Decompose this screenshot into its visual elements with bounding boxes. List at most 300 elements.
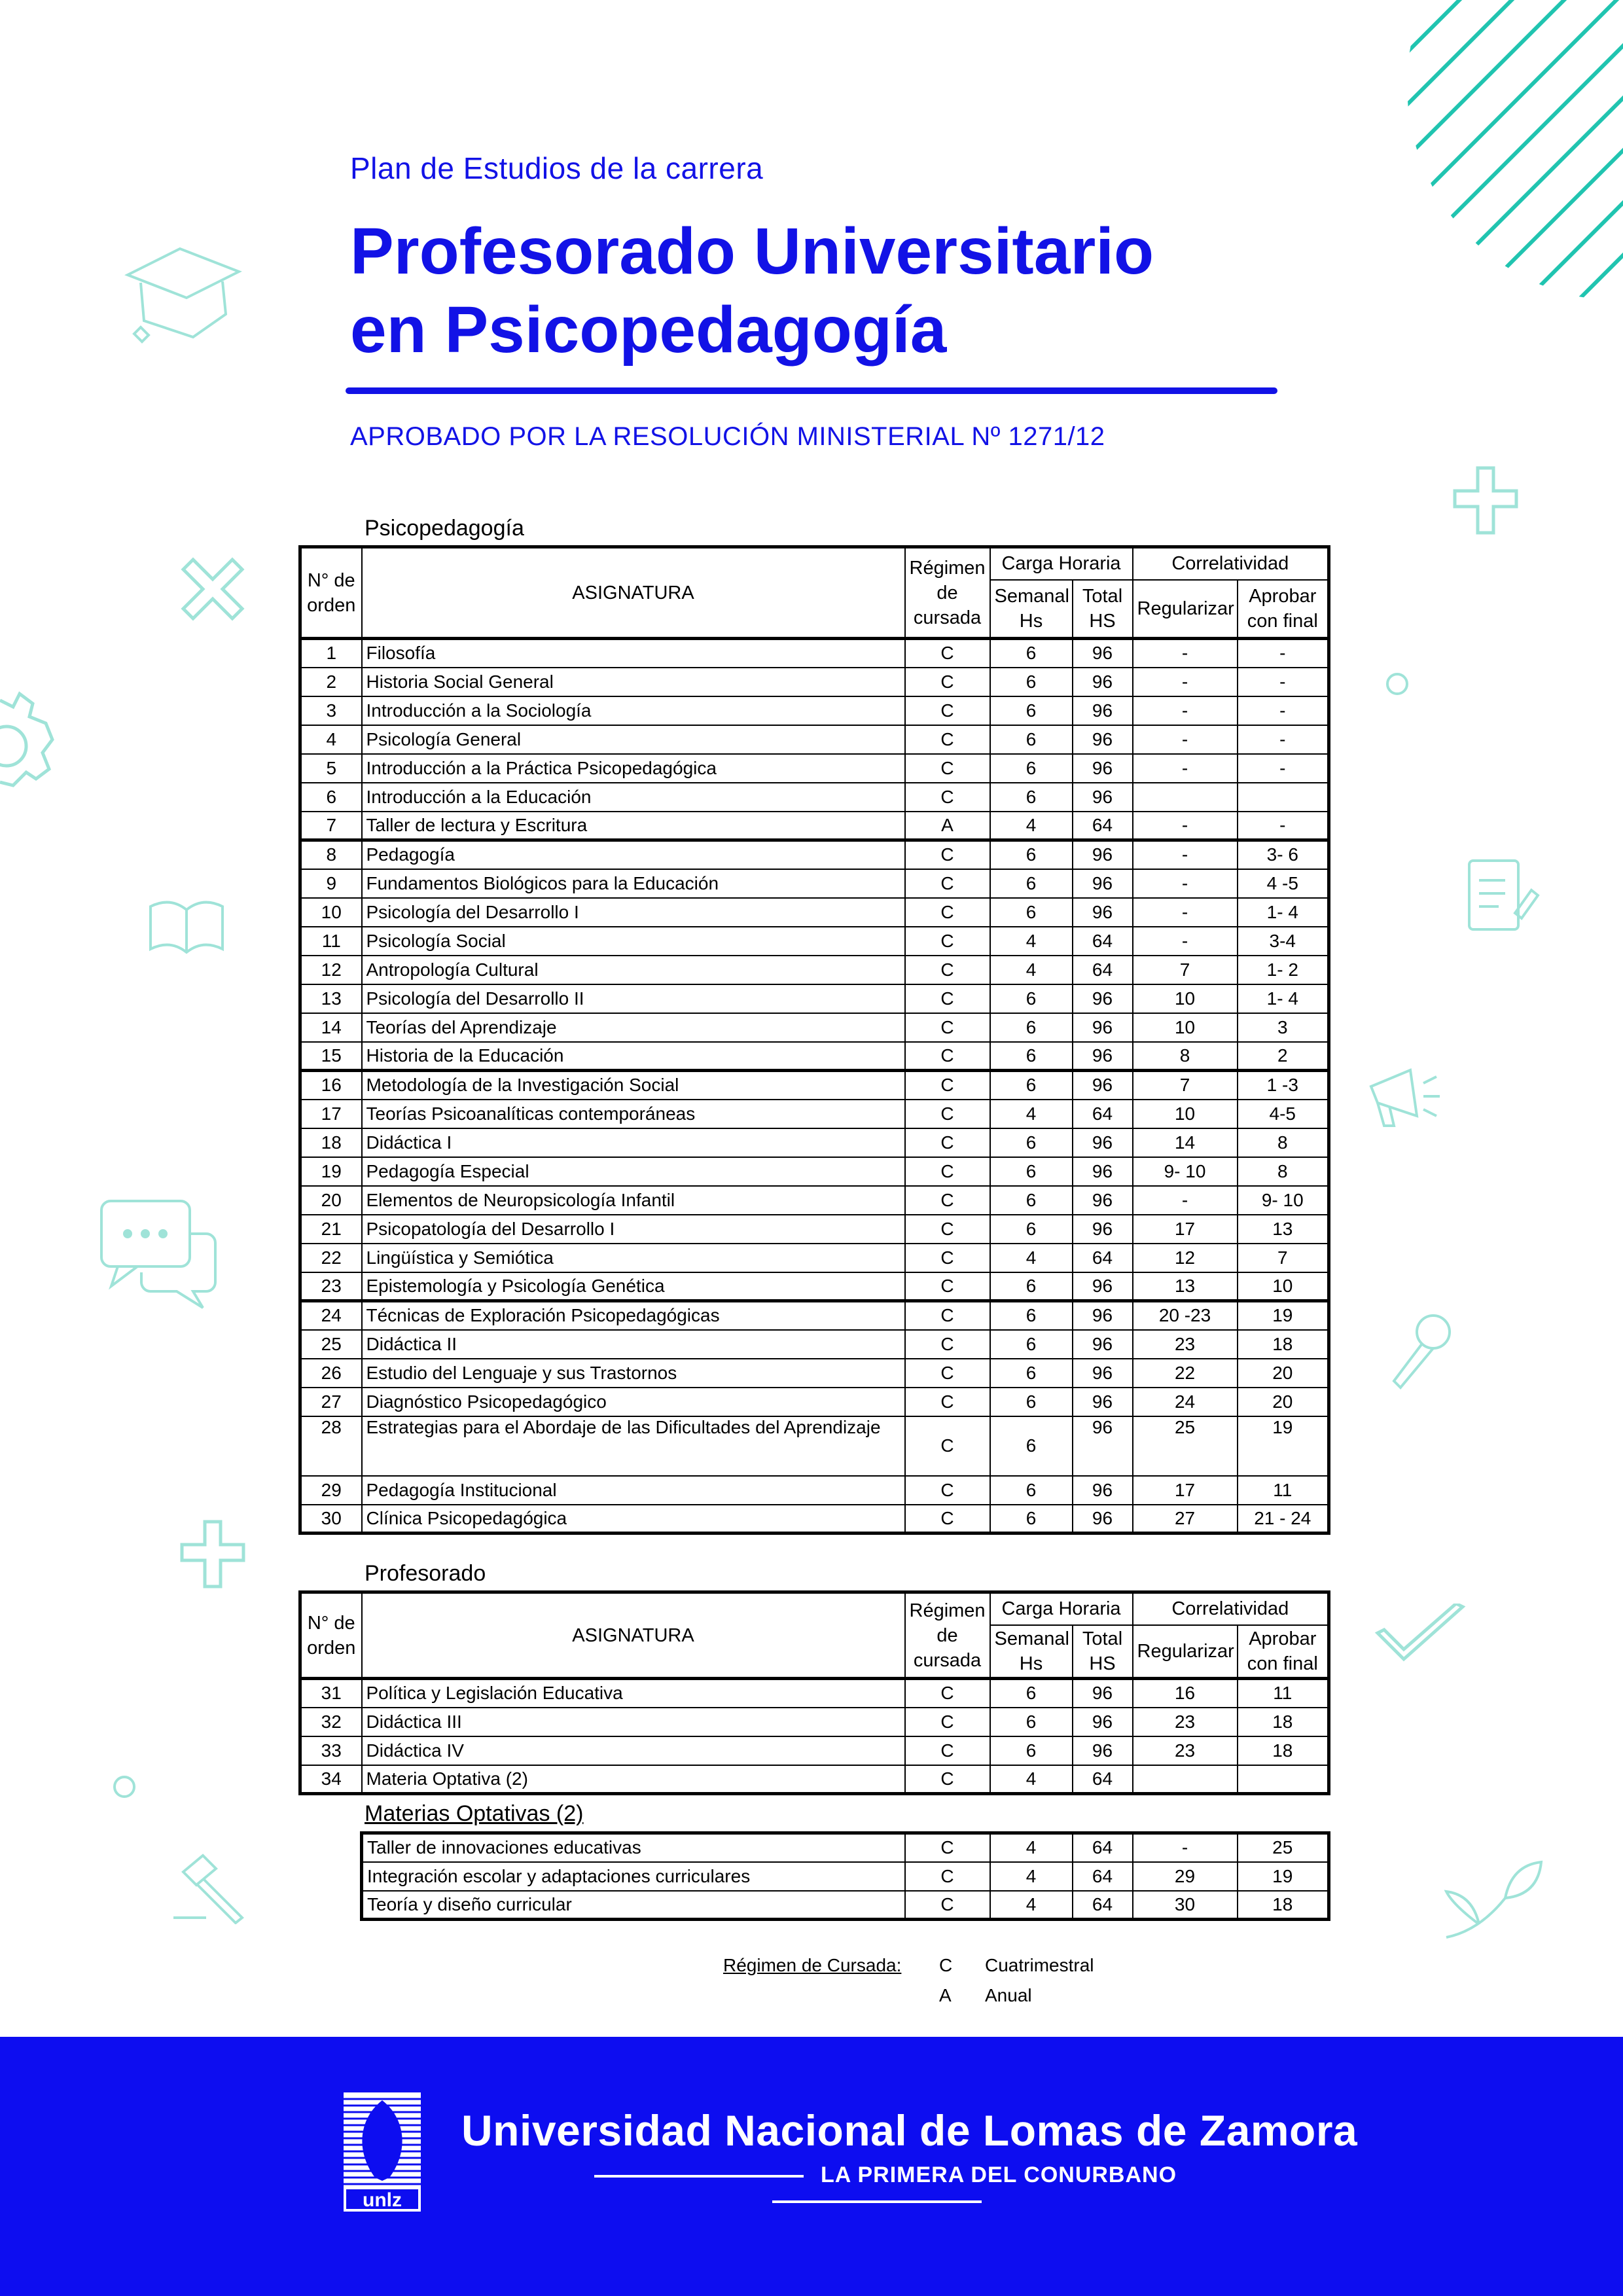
cell-semanal: 6 [990, 1359, 1073, 1388]
cell-regimen: C [905, 1833, 990, 1862]
cell-regularizar: 7 [1133, 956, 1238, 984]
cell-regimen: C [905, 639, 990, 668]
cell-asignatura: Taller de lectura y Escritura [362, 812, 905, 840]
cell-regimen: C [905, 1359, 990, 1388]
cell-asignatura: Teoría y diseño curricular [362, 1891, 905, 1920]
cell-total: 96 [1073, 696, 1133, 725]
circle-icon [1384, 671, 1410, 697]
cell-regimen: C [905, 1013, 990, 1042]
cell-semanal: 6 [990, 1388, 1073, 1416]
cell-aprobar: 3 [1238, 1013, 1329, 1042]
logo-text: unlz [363, 2189, 402, 2211]
cell-total: 96 [1073, 898, 1133, 927]
cell-semanal: 6 [990, 1186, 1073, 1215]
table-row [300, 1330, 1329, 1359]
cell-asignatura: Epistemología y Psicología Genética [362, 1272, 905, 1301]
cell-aprobar: 19 [1238, 1416, 1329, 1476]
cell-regularizar: 17 [1133, 1215, 1238, 1244]
cell-total: 96 [1073, 1272, 1133, 1301]
cell-aprobar: 2 [1238, 1042, 1329, 1071]
approval-resolution: APROBADO POR LA RESOLUCIÓN MINISTERIAL Nº 1271/12 [350, 422, 1105, 451]
cell-semanal: 6 [990, 984, 1073, 1013]
cell-semanal: 6 [990, 1128, 1073, 1157]
cell-asignatura: Lingüística y Semiótica [362, 1244, 905, 1272]
cell-regimen: C [905, 984, 990, 1013]
cell-total: 96 [1073, 1301, 1133, 1330]
cell-regularizar: - [1133, 639, 1238, 668]
cell-total: 96 [1073, 1330, 1133, 1359]
cell-regimen: C [905, 668, 990, 696]
table-row [300, 1765, 1329, 1794]
cell-orden: 18 [300, 1128, 362, 1157]
table-row [362, 1891, 1329, 1920]
cell-asignatura: Pedagogía [362, 840, 905, 869]
cell-regularizar: 10 [1133, 1013, 1238, 1042]
cell-orden: 22 [300, 1244, 362, 1272]
cell-asignatura: Diagnóstico Psicopedagógico [362, 1388, 905, 1416]
table-row [300, 1272, 1329, 1301]
cell-regularizar: 29 [1133, 1862, 1238, 1891]
cell-orden: 15 [300, 1042, 362, 1071]
cell-aprobar: - [1238, 668, 1329, 696]
subjects-table-psicopedagogia [298, 545, 1330, 1535]
table-row [300, 1301, 1329, 1330]
section-label-profesorado: Profesorado [365, 1561, 486, 1586]
plan-subtitle: Plan de Estudios de la carrera [350, 151, 764, 185]
table-row [300, 927, 1329, 956]
cell-regularizar: - [1133, 812, 1238, 840]
cell-semanal: 6 [990, 1301, 1073, 1330]
cell-regimen: C [905, 1708, 990, 1736]
col-orden: N° de orden [300, 547, 362, 639]
tagline-text: LA PRIMERA DEL CONURBANO [820, 2162, 1177, 2187]
table-row [300, 1071, 1329, 1100]
cell-regimen: C [905, 1388, 990, 1416]
table-row [362, 1862, 1329, 1891]
gear-icon [0, 687, 59, 805]
cell-regularizar: - [1133, 898, 1238, 927]
cell-semanal: 4 [990, 1891, 1073, 1920]
chat-bubbles-icon [98, 1198, 219, 1312]
cell-orden: 26 [300, 1359, 362, 1388]
cell-regimen: C [905, 1128, 990, 1157]
col-aprobar: Aprobar con final [1238, 1625, 1329, 1679]
document-header [350, 151, 1279, 369]
cell-total: 96 [1073, 1736, 1133, 1765]
cell-total: 96 [1073, 1071, 1133, 1100]
cell-orden: 23 [300, 1272, 362, 1301]
book-icon [144, 893, 229, 959]
table-row [300, 1244, 1329, 1272]
table-row [300, 1708, 1329, 1736]
cell-semanal: 6 [990, 1416, 1073, 1476]
cell-regimen: C [905, 869, 990, 898]
cell-asignatura: Didáctica III [362, 1708, 905, 1736]
cell-asignatura: Psicología del Desarrollo II [362, 984, 905, 1013]
cell-aprobar: 18 [1238, 1330, 1329, 1359]
cell-orden: 3 [300, 696, 362, 725]
col-correlatividad: Correlatividad [1133, 1592, 1329, 1625]
cell-regularizar: 14 [1133, 1128, 1238, 1157]
cell-semanal: 6 [990, 639, 1073, 668]
cell-regularizar: 7 [1133, 1071, 1238, 1100]
cell-semanal: 4 [990, 927, 1073, 956]
cell-regimen: C [905, 783, 990, 812]
cell-asignatura: Taller de innovaciones educativas [362, 1833, 905, 1862]
cell-regularizar: - [1133, 1186, 1238, 1215]
cell-semanal: 6 [990, 783, 1073, 812]
cell-orden: 25 [300, 1330, 362, 1359]
cell-total: 96 [1073, 1416, 1133, 1476]
cell-orden: 13 [300, 984, 362, 1013]
cell-total: 96 [1073, 1505, 1133, 1534]
cell-aprobar [1238, 1765, 1329, 1794]
cell-semanal: 6 [990, 725, 1073, 754]
regimen-legend [723, 1950, 1094, 2011]
cell-regularizar: 16 [1133, 1679, 1238, 1708]
title-line-2: en Psicopedagogía [350, 293, 947, 367]
cell-aprobar [1238, 783, 1329, 812]
col-correlatividad: Correlatividad [1133, 547, 1329, 580]
table-body-psicopedagogia [300, 639, 1329, 1534]
cell-regimen: C [905, 1100, 990, 1128]
cell-regimen: C [905, 1416, 990, 1476]
cell-asignatura: Filosofía [362, 639, 905, 668]
cell-regimen: C [905, 956, 990, 984]
cell-asignatura: Pedagogía Especial [362, 1157, 905, 1186]
cell-semanal: 6 [990, 1476, 1073, 1505]
cell-total: 96 [1073, 1476, 1133, 1505]
cell-regimen: C [905, 1071, 990, 1100]
table-row [300, 869, 1329, 898]
table-row [300, 639, 1329, 668]
cell-aprobar: 19 [1238, 1862, 1329, 1891]
cell-aprobar: 21 - 24 [1238, 1505, 1329, 1534]
col-aprobar: Aprobar con final [1238, 580, 1329, 639]
cell-regimen: C [905, 1215, 990, 1244]
cell-semanal: 4 [990, 956, 1073, 984]
cell-regimen: C [905, 1186, 990, 1215]
cell-regimen: C [905, 1244, 990, 1272]
cell-regimen: C [905, 1891, 990, 1920]
cell-regularizar: 9- 10 [1133, 1157, 1238, 1186]
cell-regimen: C [905, 927, 990, 956]
cell-orden: 19 [300, 1157, 362, 1186]
cell-regimen: C [905, 1679, 990, 1708]
cell-regimen: C [905, 1736, 990, 1765]
cell-orden: 9 [300, 869, 362, 898]
cell-semanal: 6 [990, 1215, 1073, 1244]
cell-total: 64 [1073, 927, 1133, 956]
cell-semanal: 6 [990, 898, 1073, 927]
cell-orden: 32 [300, 1708, 362, 1736]
cell-aprobar: - [1238, 812, 1329, 840]
cell-regularizar: - [1133, 927, 1238, 956]
cell-asignatura: Didáctica II [362, 1330, 905, 1359]
table-row [300, 1505, 1329, 1534]
cell-semanal: 4 [990, 1244, 1073, 1272]
cell-total: 96 [1073, 639, 1133, 668]
cell-orden: 21 [300, 1215, 362, 1244]
table-row [300, 696, 1329, 725]
cell-total: 64 [1073, 1862, 1133, 1891]
cell-aprobar: 3-4 [1238, 927, 1329, 956]
cell-regularizar: 27 [1133, 1505, 1238, 1534]
cell-aprobar: 20 [1238, 1388, 1329, 1416]
cell-regimen: C [905, 1042, 990, 1071]
cell-orden: 2 [300, 668, 362, 696]
cell-aprobar: 11 [1238, 1476, 1329, 1505]
cell-total: 96 [1073, 1679, 1133, 1708]
subjects-table-optativas [360, 1831, 1330, 1921]
cell-total: 64 [1073, 812, 1133, 840]
cell-orden: 31 [300, 1679, 362, 1708]
table-body-profesorado [300, 1679, 1329, 1794]
cell-regularizar: 22 [1133, 1359, 1238, 1388]
cell-regularizar: 23 [1133, 1330, 1238, 1359]
cell-semanal: 4 [990, 1100, 1073, 1128]
table-row [300, 1679, 1329, 1708]
table-row [300, 984, 1329, 1013]
cell-regimen: A [905, 812, 990, 840]
cell-regimen: C [905, 696, 990, 725]
table-row [300, 1736, 1329, 1765]
cell-regimen: C [905, 1301, 990, 1330]
cell-asignatura: Historia de la Educación [362, 1042, 905, 1071]
cell-asignatura: Psicología del Desarrollo I [362, 898, 905, 927]
cell-asignatura: Materia Optativa (2) [362, 1765, 905, 1794]
cell-orden: 17 [300, 1100, 362, 1128]
cell-semanal: 6 [990, 840, 1073, 869]
table-row [300, 1100, 1329, 1128]
col-semanal: Semanal Hs [990, 580, 1073, 639]
col-asignatura: ASIGNATURA [362, 1592, 905, 1679]
cell-regularizar: - [1133, 1833, 1238, 1862]
cell-total: 96 [1073, 1708, 1133, 1736]
cell-asignatura: Política y Legislación Educativa [362, 1679, 905, 1708]
cell-regularizar: 17 [1133, 1476, 1238, 1505]
cell-asignatura: Introducción a la Educación [362, 783, 905, 812]
cell-asignatura: Introducción a la Sociología [362, 696, 905, 725]
cell-semanal: 6 [990, 1708, 1073, 1736]
cell-regimen: C [905, 898, 990, 927]
cell-asignatura: Psicopatología del Desarrollo I [362, 1215, 905, 1244]
plus-icon-small [180, 1518, 245, 1590]
cell-orden: 29 [300, 1476, 362, 1505]
cell-regularizar: - [1133, 840, 1238, 869]
cell-total: 96 [1073, 869, 1133, 898]
table-row [300, 1013, 1329, 1042]
legend-code: C [939, 1955, 953, 1975]
cell-asignatura: Fundamentos Biológicos para la Educación [362, 869, 905, 898]
cell-orden: 8 [300, 840, 362, 869]
col-carga-horaria: Carga Horaria [990, 547, 1133, 580]
cell-asignatura: Estudio del Lenguaje y sus Trastornos [362, 1359, 905, 1388]
cell-regimen: C [905, 754, 990, 783]
cell-asignatura: Teorías Psicoanalíticas contemporáneas [362, 1100, 905, 1128]
megaphone-icon [1358, 1060, 1443, 1132]
cell-regimen: C [905, 1862, 990, 1891]
cell-regularizar: 20 -23 [1133, 1301, 1238, 1330]
cell-semanal: 6 [990, 1679, 1073, 1708]
cell-asignatura: Clínica Psicopedagógica [362, 1505, 905, 1534]
cell-semanal: 6 [990, 1330, 1073, 1359]
unlz-logo [344, 2092, 421, 2212]
plus-icon [1453, 465, 1518, 537]
cell-total: 96 [1073, 1388, 1133, 1416]
cell-total: 96 [1073, 754, 1133, 783]
cell-regularizar [1133, 1765, 1238, 1794]
cell-asignatura: Didáctica I [362, 1128, 905, 1157]
col-total: Total HS [1073, 580, 1133, 639]
cell-semanal: 6 [990, 1272, 1073, 1301]
cell-total: 64 [1073, 956, 1133, 984]
table-body-optativas [362, 1833, 1329, 1920]
cell-aprobar: 8 [1238, 1157, 1329, 1186]
cell-semanal: 4 [990, 1833, 1073, 1862]
cell-regularizar: - [1133, 668, 1238, 696]
cell-aprobar: 19 [1238, 1301, 1329, 1330]
section-label-psicopedagogia: Psicopedagogía [365, 516, 524, 541]
cell-orden: 10 [300, 898, 362, 927]
cell-asignatura: Introducción a la Práctica Psicopedagógica [362, 754, 905, 783]
cell-asignatura: Didáctica IV [362, 1736, 905, 1765]
checklist-icon [1463, 854, 1541, 939]
cell-regularizar: 23 [1133, 1736, 1238, 1765]
cell-semanal: 6 [990, 1071, 1073, 1100]
cell-aprobar: 10 [1238, 1272, 1329, 1301]
cell-regimen: C [905, 840, 990, 869]
cell-asignatura: Historia Social General [362, 668, 905, 696]
legend-code: A [939, 1985, 952, 2005]
table-row [300, 1359, 1329, 1388]
table-row [300, 725, 1329, 754]
cell-total: 64 [1073, 1100, 1133, 1128]
cell-asignatura: Metodología de la Investigación Social [362, 1071, 905, 1100]
cell-regimen: C [905, 1330, 990, 1359]
cell-orden: 16 [300, 1071, 362, 1100]
cell-semanal: 6 [990, 668, 1073, 696]
cell-aprobar: 13 [1238, 1215, 1329, 1244]
cell-asignatura: Integración escolar y adaptaciones curriculares [362, 1862, 905, 1891]
cell-semanal: 4 [990, 1765, 1073, 1794]
cell-orden: 4 [300, 725, 362, 754]
cell-semanal: 6 [990, 869, 1073, 898]
cell-regularizar: 25 [1133, 1416, 1238, 1476]
cell-regularizar: 23 [1133, 1708, 1238, 1736]
col-regularizar: Regularizar [1133, 580, 1238, 639]
cell-total: 64 [1073, 1244, 1133, 1272]
cell-orden: 5 [300, 754, 362, 783]
cell-aprobar: - [1238, 696, 1329, 725]
table-row [300, 1388, 1329, 1416]
table-row [300, 783, 1329, 812]
cell-regularizar [1133, 783, 1238, 812]
cell-semanal: 6 [990, 754, 1073, 783]
cell-aprobar: 1 -3 [1238, 1071, 1329, 1100]
cell-asignatura: Elementos de Neuropsicología Infantil [362, 1186, 905, 1215]
cell-orden: 28 [300, 1416, 362, 1476]
table-row [300, 1416, 1329, 1476]
cell-semanal: 6 [990, 1505, 1073, 1534]
table-row [300, 1157, 1329, 1186]
cell-regimen: C [905, 725, 990, 754]
cell-regularizar: 12 [1133, 1244, 1238, 1272]
university-name: Universidad Nacional de Lomas de Zamora [461, 2106, 1358, 2155]
cell-total: 64 [1073, 1833, 1133, 1862]
cell-semanal: 6 [990, 1157, 1073, 1186]
col-orden: N° de orden [300, 1592, 362, 1679]
cell-total: 64 [1073, 1765, 1133, 1794]
university-tagline [461, 2162, 1293, 2214]
table-row [300, 1042, 1329, 1071]
cell-orden: 7 [300, 812, 362, 840]
table-row [300, 1128, 1329, 1157]
cell-aprobar: 20 [1238, 1359, 1329, 1388]
cell-orden: 34 [300, 1765, 362, 1794]
cell-total: 96 [1073, 1128, 1133, 1157]
cell-asignatura: Pedagogía Institucional [362, 1476, 905, 1505]
subjects-table-profesorado [298, 1590, 1330, 1795]
cell-aprobar: - [1238, 639, 1329, 668]
cell-total: 96 [1073, 1042, 1133, 1071]
cell-aprobar: - [1238, 754, 1329, 783]
table-row [300, 1476, 1329, 1505]
cell-regularizar: 13 [1133, 1272, 1238, 1301]
cell-orden: 27 [300, 1388, 362, 1416]
cell-total: 96 [1073, 1215, 1133, 1244]
cell-aprobar: 18 [1238, 1891, 1329, 1920]
cell-aprobar: 25 [1238, 1833, 1329, 1862]
cell-total: 96 [1073, 783, 1133, 812]
table-row [300, 898, 1329, 927]
table-row [300, 812, 1329, 840]
cell-asignatura: Técnicas de Exploración Psicopedagógicas [362, 1301, 905, 1330]
cell-regularizar: - [1133, 869, 1238, 898]
cell-regimen: C [905, 1157, 990, 1186]
cell-total: 96 [1073, 1359, 1133, 1388]
col-asignatura: ASIGNATURA [362, 547, 905, 639]
table-row [300, 956, 1329, 984]
cell-orden: 12 [300, 956, 362, 984]
cell-total: 96 [1073, 984, 1133, 1013]
cell-total: 64 [1073, 1891, 1133, 1920]
cell-semanal: 6 [990, 1042, 1073, 1071]
cell-semanal: 4 [990, 812, 1073, 840]
col-carga-horaria: Carga Horaria [990, 1592, 1133, 1625]
cell-asignatura: Psicología General [362, 725, 905, 754]
cell-aprobar: 1- 4 [1238, 898, 1329, 927]
graduation-cap-icon [121, 242, 245, 347]
cell-orden: 30 [300, 1505, 362, 1534]
cell-asignatura: Estrategias para el Abordaje de las Dificultades del Aprendizaje [362, 1416, 905, 1476]
cell-aprobar: 3- 6 [1238, 840, 1329, 869]
cell-regimen: C [905, 1765, 990, 1794]
plant-leaf-icon [1440, 1859, 1544, 1944]
title-divider [346, 387, 1277, 394]
cell-regularizar: 30 [1133, 1891, 1238, 1920]
cell-regimen: C [905, 1476, 990, 1505]
cell-regularizar: 10 [1133, 1100, 1238, 1128]
gavel-icon [170, 1852, 249, 1924]
cell-regularizar: 24 [1133, 1388, 1238, 1416]
cell-orden: 33 [300, 1736, 362, 1765]
cell-aprobar: 18 [1238, 1736, 1329, 1765]
table-row [300, 1215, 1329, 1244]
cell-regularizar: - [1133, 725, 1238, 754]
circle-icon-small [111, 1774, 137, 1800]
col-total: Total HS [1073, 1625, 1133, 1679]
